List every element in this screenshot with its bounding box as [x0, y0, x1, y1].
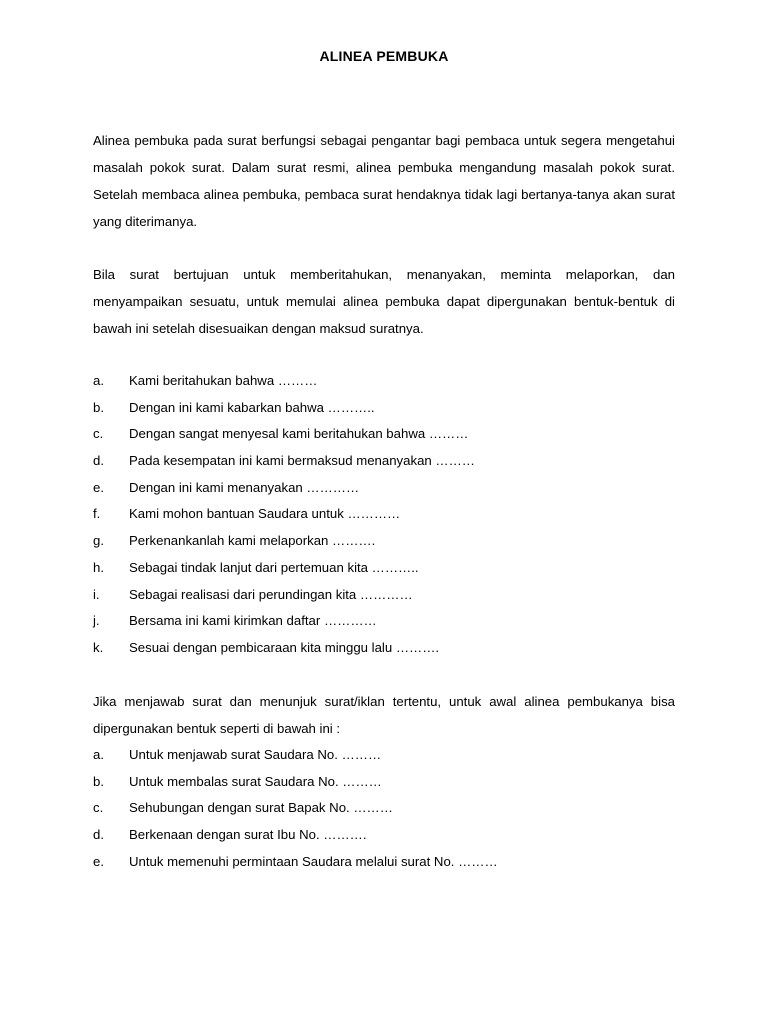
list-item-label: f.: [93, 506, 101, 522]
list-item-text: Sebagai tindak lanjut dari pertemuan kita ………..: [129, 559, 419, 575]
list-item: [93, 395, 693, 422]
list-item-label: c.: [93, 426, 104, 442]
list-item: [93, 501, 693, 528]
list-item: [93, 555, 693, 582]
list-item-text: Untuk menjawab surat Saudara No. ………: [129, 747, 382, 762]
list-item-label: a.: [93, 373, 104, 388]
list-item-text: Kami beritahukan bahwa ………: [129, 373, 318, 388]
list-item-text: Bersama ini kami kirimkan daftar …………: [129, 613, 377, 629]
paragraph-purpose: Bila surat bertujuan untuk memberitahukan, menanyakan, meminta melaporkan, dan menyampaikan sesuatu, untuk memulai alinea pembuka dapat dipergunakan bentuk-bentuk di bawah ini setelah disesuaikan dengan maksud suratnya.: [93, 267, 675, 336]
list-item: [93, 608, 693, 635]
paragraph-intro: Alinea pembuka pada surat berfungsi sebagai pengantar bagi pembaca untuk segera mengetahui masalah pokok surat. Dalam surat resmi, alinea pembuka mengandung masalah pokok surat. Setelah membaca alinea pembuka, pembaca surat hendaknya tidak lagi bertanya-tanya akan surat yang diterimanya.: [93, 133, 675, 229]
list-item-label: j.: [93, 613, 100, 629]
list-item-text: Dengan ini kami menanyakan …………: [129, 479, 360, 495]
list-item-text: Sehubungan dengan surat Bapak No. ………: [129, 800, 393, 816]
list-item: [93, 769, 693, 796]
paragraph-reply: Jika menjawab surat dan menunjuk surat/iklan tertentu, untuk awal alinea pembukanya bisa dipergunakan bentuk seperti di bawah ini :: [93, 694, 675, 736]
list-item-text: Sesuai dengan pembicaraan kita minggu lalu ……….: [129, 639, 440, 655]
list-item: [93, 421, 693, 448]
list-item-label: e.: [93, 479, 104, 495]
list-item-label: k.: [93, 639, 104, 655]
list-item-text: Untuk membalas surat Saudara No. ………: [129, 773, 382, 789]
list-item-label: d.: [93, 453, 104, 469]
list-item-label: b.: [93, 399, 104, 415]
list-item: [93, 582, 693, 609]
list-item-label: d.: [93, 827, 104, 843]
list-item-label: g.: [93, 533, 104, 549]
list-item: [93, 742, 693, 769]
reply-phrases-list: [93, 742, 693, 875]
list-item-text: Perkenankanlah kami melaporkan ……….: [129, 533, 376, 549]
list-item-label: i.: [93, 586, 100, 602]
list-item-text: Sebagai realisasi dari perundingan kita …………: [129, 586, 413, 602]
page-title: ALINEA PEMBUKA: [319, 48, 449, 64]
list-item-label: e.: [93, 853, 104, 869]
list-item: [93, 528, 693, 555]
list-item-label: a.: [93, 747, 104, 762]
list-item-label: b.: [93, 773, 104, 789]
list-item: [93, 635, 693, 662]
list-item-text: Untuk memenuhi permintaan Saudara melalui surat No. ………: [129, 853, 498, 869]
list-item: [93, 475, 693, 502]
list-item-text: Kami mohon bantuan Saudara untuk …………: [129, 506, 401, 522]
list-item-text: Berkenaan dengan surat Ibu No. ……….: [129, 827, 367, 843]
list-item: [93, 822, 693, 849]
list-item: [93, 368, 693, 395]
list-item-label: c.: [93, 800, 104, 816]
opening-phrases-list: [93, 368, 693, 662]
list-item-text: Pada kesempatan ini kami bermaksud menanyakan ………: [129, 453, 475, 469]
list-item-text: Dengan sangat menyesal kami beritahukan bahwa ………: [129, 426, 469, 442]
list-item: [93, 448, 693, 475]
list-item: [93, 849, 693, 876]
list-item-text: Dengan ini kami kabarkan bahwa ………..: [129, 399, 375, 415]
list-item-label: h.: [93, 559, 104, 575]
list-item: [93, 795, 693, 822]
